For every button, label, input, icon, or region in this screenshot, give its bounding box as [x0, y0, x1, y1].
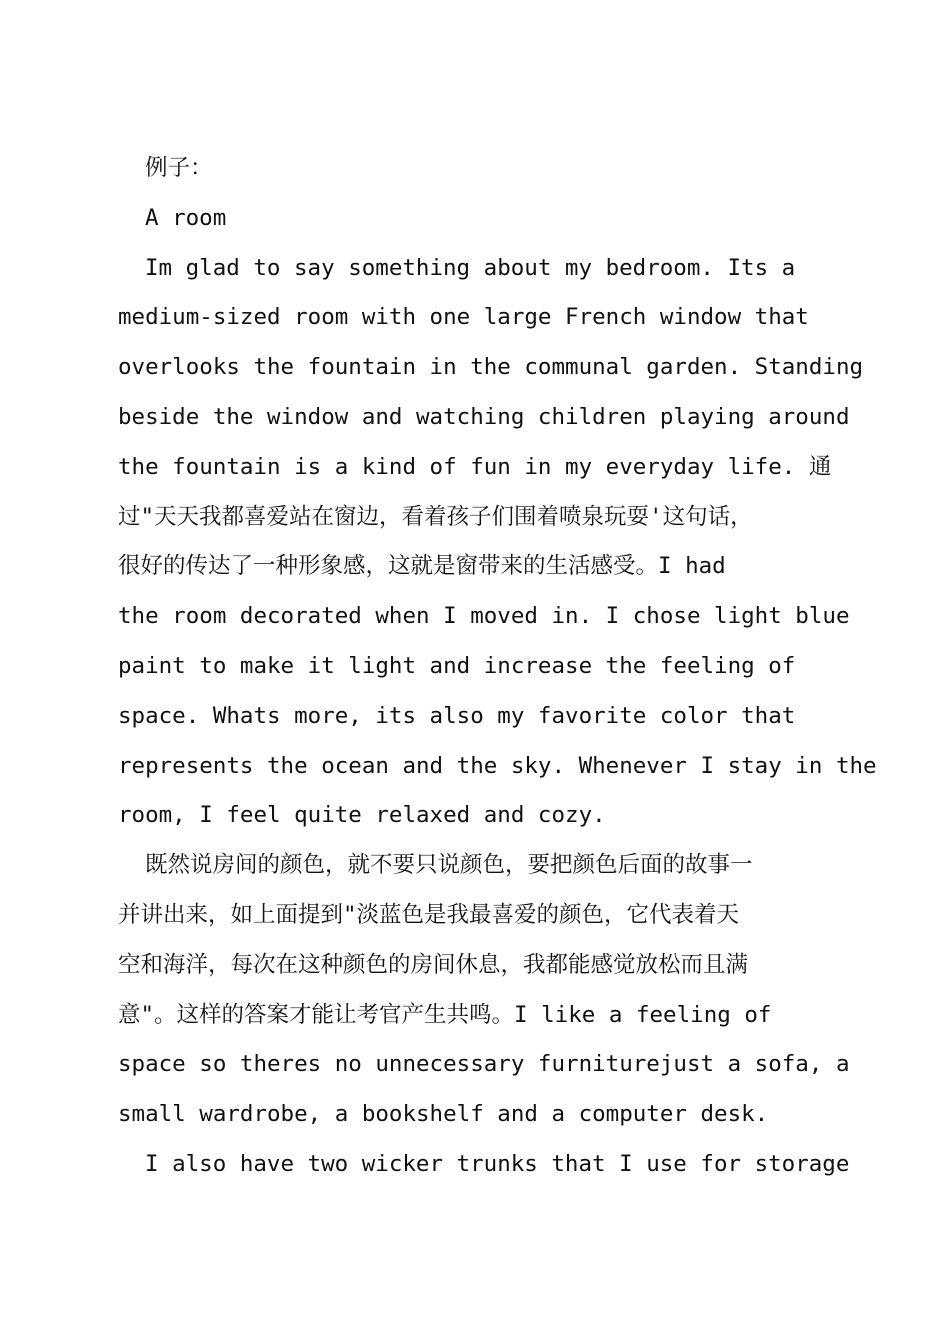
text-line: the fountain is a kind of fun in my everyday life. 通 — [118, 453, 832, 480]
text-line: the room decorated when I moved in. I chose light blue — [118, 603, 850, 630]
text-line: 过"天天我都喜爱站在窗边，看着孩子们围着喷泉玩耍'这句话， — [118, 503, 753, 530]
text-line: beside the window and watching children playing around — [118, 403, 850, 430]
text-line: 很好的传达了一种形象感，这就是窗带来的生活感受。I had — [118, 553, 726, 580]
text-line: small wardrobe, a bookshelf and a computer desk. — [118, 1101, 769, 1128]
text-line: 既然说房间的颜色，就不要只说颜色，要把颜色后面的故事一 — [145, 852, 753, 879]
text-line: medium-sized room with one large French window that — [118, 304, 809, 331]
text-line: 并讲出来，如上面提到"淡蓝色是我最喜爱的颜色，它代表着天 — [118, 901, 740, 928]
text-line: room, I feel quite relaxed and cozy. — [118, 802, 606, 829]
text-line: 空和海洋，每次在这种颜色的房间休息，我都能感觉放松而且满 — [118, 951, 749, 978]
example-heading: 例子： — [145, 155, 213, 181]
text-line: Im glad to say something about my bedroom. Its a — [145, 254, 796, 281]
text-line: space. Whats more, its also my favorite color that — [118, 702, 796, 729]
text-line: paint to make it light and increase the feeling of — [118, 652, 796, 679]
text-line: space so theres no unnecessary furniturejust a sofa, a — [118, 1051, 850, 1078]
text-line: I also have two wicker trunks that I use for storage — [145, 1150, 850, 1177]
essay-title: A room — [145, 204, 227, 231]
document-body — [118, 144, 877, 1190]
text-line: represents the ocean and the sky. Whenever I stay in the — [118, 752, 877, 779]
text-line: overlooks the fountain in the communal garden. Standing — [118, 354, 864, 381]
text-line: 意"。这样的答案才能让考官产生共鸣。I like a feeling of — [118, 1001, 772, 1028]
